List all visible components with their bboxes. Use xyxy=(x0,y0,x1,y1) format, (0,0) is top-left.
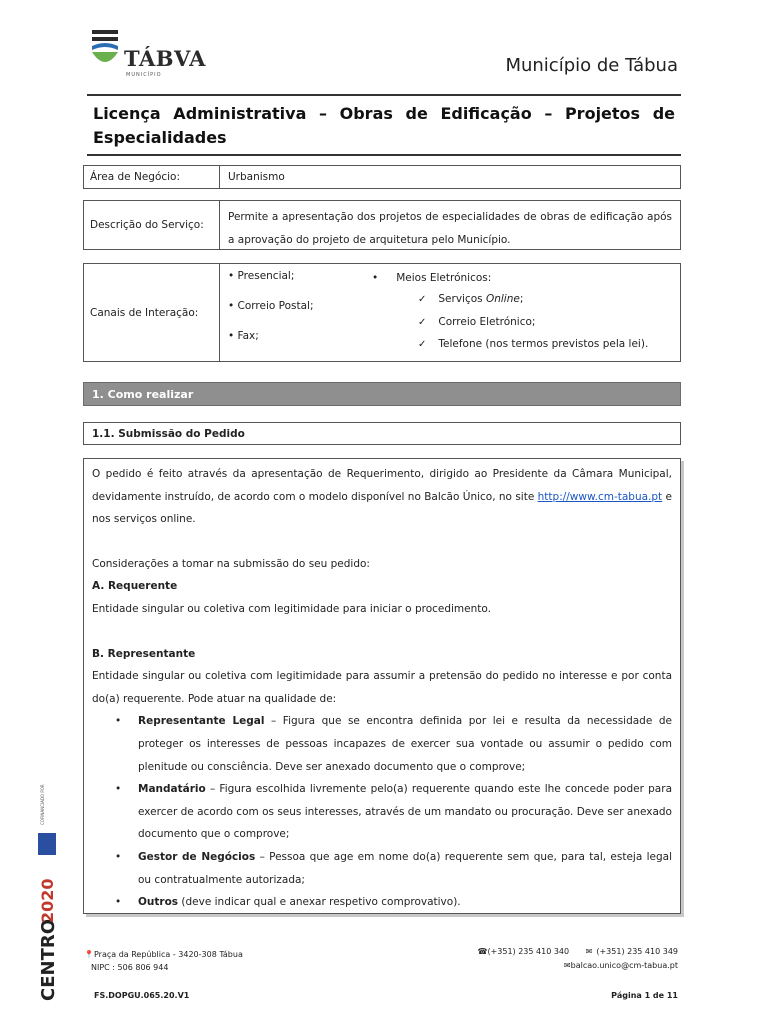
portugal-2020-logo-text: 2020 xyxy=(38,878,57,923)
footer-address: Praça da República - 3420-308 Tábua xyxy=(93,950,243,959)
electronic-means-item: ✓ Telefone (nos termos previstos pela lei). xyxy=(418,338,649,350)
page-number: Página 1 de 11 xyxy=(611,991,678,1000)
channel-item: • Fax; xyxy=(228,330,259,342)
electronic-means-item: ✓ Serviços Online; xyxy=(418,293,524,305)
requerente-heading: A. Requerente xyxy=(92,580,178,593)
cofinancing-text: COFINANCIADO POR xyxy=(40,784,45,825)
channel-item: • Correio Postal; xyxy=(228,300,314,312)
list-item: • Mandatário – Figura escolhida livremente pelo(a) requerente quando este lhe concede poder para exercer de acordo com os seus interesses, através de um mandato ou procuração. Deve ser anexado documento que o comprove; xyxy=(120,778,672,846)
phone-icon: ☎ xyxy=(477,947,488,956)
fax-icon: ✉ xyxy=(585,947,593,956)
requerente-text: Entidade singular ou coletiva com legitimidade para iniciar o procedimento. xyxy=(92,602,491,615)
submission-content xyxy=(83,458,681,914)
interaction-channels-row xyxy=(83,263,681,362)
list-item: • Gestor de Negócios – Pessoa que age em nome do(a) requerente sem que, para tal, esteja legal ou contratualmente autorizada; xyxy=(120,846,672,891)
document-title: Licença Administrativa – Obras de Edificação – Projetos de Especialidades xyxy=(87,94,681,156)
considerations-text: Considerações a tomar na submissão do seu pedido: xyxy=(92,557,370,570)
interaction-channels-label: Canais de Interação: xyxy=(84,264,220,361)
business-area-row xyxy=(83,165,681,189)
business-area-value: Urbanismo xyxy=(228,171,285,183)
service-description-row xyxy=(83,200,681,250)
map-pin-icon: 📍 xyxy=(84,950,94,959)
logo-text: TÁBVA xyxy=(124,46,206,71)
list-item: • Outros (deve indicar qual e anexar respetivo comprovativo). xyxy=(120,891,672,914)
representante-text: Entidade singular ou coletiva com legitimidade para assumir a pretensão do pedido no interesse e por conta do(a) requerente. Pode atuar na qualidade de: xyxy=(92,670,672,705)
footer-contacts xyxy=(477,945,678,973)
check-icon: ✓ xyxy=(418,317,427,328)
centro-logo-text: CENTRO xyxy=(38,918,59,1001)
mail-icon: ✉ xyxy=(563,961,571,970)
footer-phone: (+351) 235 410 340 xyxy=(487,947,570,956)
website-link[interactable]: http://www.cm-tabua.pt xyxy=(537,490,663,503)
check-icon: ✓ xyxy=(418,294,427,305)
list-item: • Representante Legal – Figura que se encontra definida por lei e resulta da necessidade de proteger os interesses de pessoas incapazes de exercer sua vontade ou assumir o pedido com plenitude ou consciência. Deve ser anexado documento que o comprove; xyxy=(120,710,672,778)
check-icon: ✓ xyxy=(418,339,427,350)
electronic-means-item: ✓ Correio Eletrónico; xyxy=(418,316,536,328)
footer-address-block xyxy=(84,948,243,974)
footer-nipc: NIPC : 506 806 944 xyxy=(91,963,169,972)
channel-item: • Presencial; xyxy=(228,270,295,282)
municipality-name: Município de Tábua xyxy=(505,55,678,76)
representative-types-list xyxy=(92,710,672,913)
intro-paragraph: O pedido é feito através da apresentação de Requerimento, dirigido ao Presidente da Câmara Municipal, devidamente instruído, de acordo com o modelo disponível no Balcão Único, no site http://www.cm-tabua.pt e nos serviços online. xyxy=(92,468,672,526)
section-heading: 1. Como realizar xyxy=(83,382,681,406)
logo-subtext: MUNICÍPIO xyxy=(126,72,162,78)
eu-flag-icon xyxy=(38,833,56,855)
service-description-value: Permite a apresentação dos projetos de especialidades de obras de edificação após a aprovação do projeto de arquitetura pelo Município. xyxy=(228,211,672,246)
footer-fax: (+351) 235 410 349 xyxy=(596,947,678,956)
footer-email: balcao.unico@cm-tabua.pt xyxy=(570,961,678,970)
document-code: FS.DOPGU.065.20.V1 xyxy=(94,991,190,1000)
electronic-means-title: • Meios Eletrónicos: xyxy=(372,272,492,284)
business-area-label: Área de Negócio: xyxy=(84,166,220,188)
funding-logos xyxy=(36,784,59,1005)
service-description-label: Descrição do Serviço: xyxy=(84,201,220,249)
subsection-heading: 1.1. Submissão do Pedido xyxy=(83,422,681,445)
representante-heading: B. Representante xyxy=(92,647,196,660)
